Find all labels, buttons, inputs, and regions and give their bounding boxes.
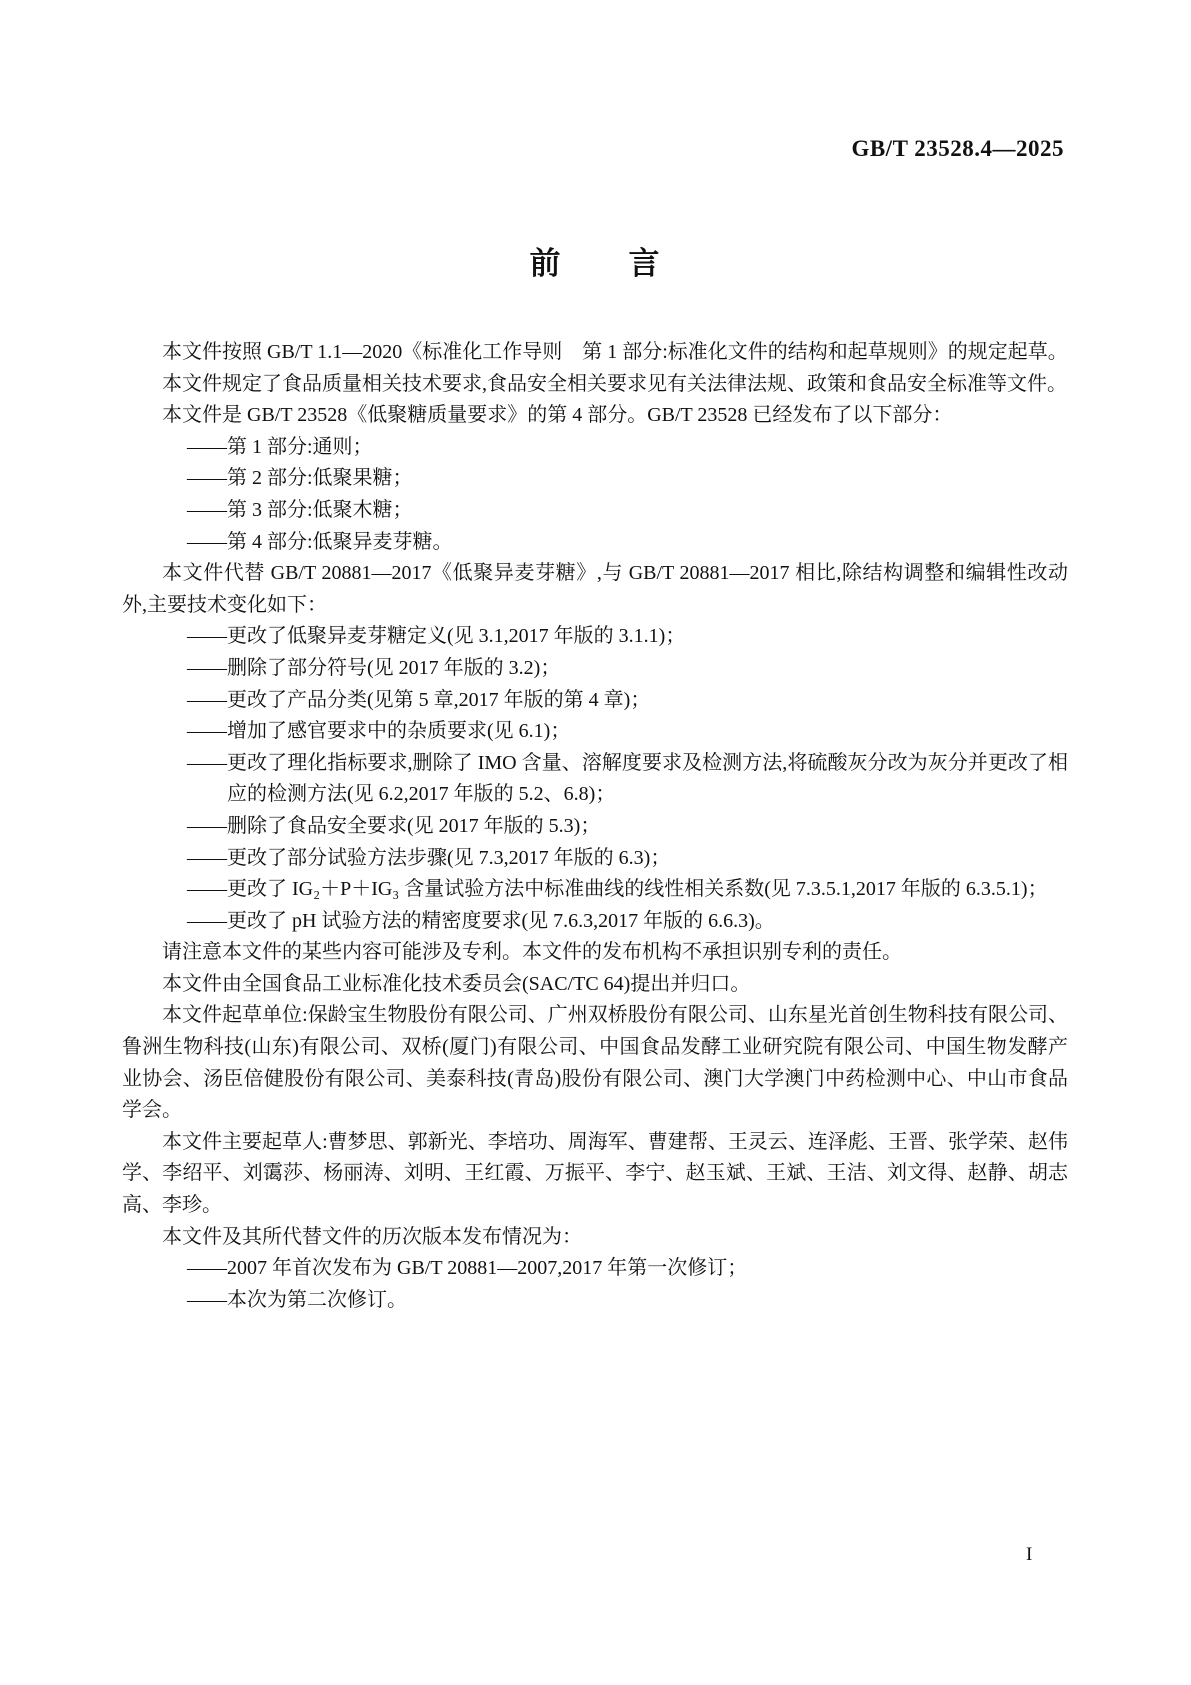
list-item: ——更改了产品分类(见第 5 章,2017 年版的第 4 章)； bbox=[187, 688, 651, 711]
list-item: ——本次为第二次修订。 bbox=[187, 1288, 407, 1311]
list-item: ——2007 年首次发布为 GB/T 20881—2007,2017 年第一次修订； bbox=[187, 1257, 748, 1280]
paragraph: 请注意本文件的某些内容可能涉及专利。本文件的发布机构不承担识别专利的责任。 bbox=[162, 941, 902, 964]
foreword-body bbox=[122, 337, 1068, 1316]
list-item: ——删除了食品安全要求(见 2017 年版的 5.3)； bbox=[187, 814, 601, 837]
list-item: ——第 2 部分:低聚果糖； bbox=[187, 467, 413, 490]
standard-code: GB/T 23528.4—2025 bbox=[851, 136, 1064, 161]
list-item: ——更改了部分试验方法步骤(见 7.3,2017 年版的 6.3)； bbox=[187, 846, 671, 869]
page-title: 前 言 bbox=[529, 246, 662, 282]
paragraph: 本文件及其所代替文件的历次版本发布情况为： bbox=[162, 1225, 582, 1248]
list-item: ——更改了理化指标要求,删除了 IMO 含量、溶解度要求及检测方法,将硫酸灰分改为灰分并更改了相应的检测方法(见 6.2,2017 年版的 5.2、6.8)； bbox=[187, 751, 1068, 806]
list-item: ——更改了 IG₂＋P＋IG₃ 含量试验方法中标准曲线的线性相关系数(见 7.3.5.1,2017 年版的 6.3.5.1)； bbox=[187, 878, 1048, 901]
list-item: ——第 3 部分:低聚木糖； bbox=[187, 498, 413, 521]
list-item: ——更改了低聚异麦芽糖定义(见 3.1,2017 年版的 3.1.1)； bbox=[187, 625, 686, 648]
paragraph: 本文件是 GB/T 23528《低聚糖质量要求》的第 4 部分。GB/T 23528 已经发布了以下部分： bbox=[162, 404, 953, 427]
paragraph: 本文件主要起草人:曹梦思、郭新光、李培功、周海军、曹建帮、王灵云、连泽彪、王晋、张学荣、赵伟学、李绍平、刘霭莎、杨丽涛、刘明、王红霞、万振平、李宁、赵玉斌、王斌、王洁、刘文得、赵静、胡志高、李珍。 bbox=[122, 1130, 1068, 1217]
list-item: ——更改了 pH 试验方法的精密度要求(见 7.6.3,2017 年版的 6.6.3)。 bbox=[187, 909, 775, 932]
paragraph: 本文件规定了食品质量相关技术要求,食品安全相关要求见有关法律法规、政策和食品安全标准等文件。 bbox=[162, 372, 1067, 395]
paragraph: 本文件按照 GB/T 1.1—2020《标准化工作导则 第 1 部分:标准化文件的结构和起草规则》的规定起草。 bbox=[162, 341, 1068, 363]
page-number: I bbox=[1026, 1544, 1033, 1565]
list-item: ——删除了部分符号(见 2017 年版的 3.2)； bbox=[187, 656, 561, 679]
list-item: ——第 4 部分:低聚异麦芽糖。 bbox=[187, 530, 453, 553]
paragraph: 本文件起草单位:保龄宝生物股份有限公司、广州双桥股份有限公司、山东星光首创生物科技有限公司、鲁洲生物科技(山东)有限公司、双桥(厦门)有限公司、中国食品发酵工业研究院有限公司、中国生物发酵产业协会、汤臣倍健股份有限公司、美泰科技(青岛)股份有限公司、澳门大学澳门中药检测中心、中山市食品学会。 bbox=[122, 1004, 1068, 1122]
list-item: ——增加了感官要求中的杂质要求(见 6.1)； bbox=[187, 720, 571, 743]
list-item: ——第 1 部分:通则； bbox=[187, 435, 373, 458]
paragraph: 本文件由全国食品工业标准化技术委员会(SAC/TC 64)提出并归口。 bbox=[162, 972, 751, 995]
paragraph: 本文件代替 GB/T 20881—2017《低聚异麦芽糖》,与 GB/T 20881—2017 相比,除结构调整和编辑性改动外,主要技术变化如下： bbox=[122, 562, 1068, 616]
